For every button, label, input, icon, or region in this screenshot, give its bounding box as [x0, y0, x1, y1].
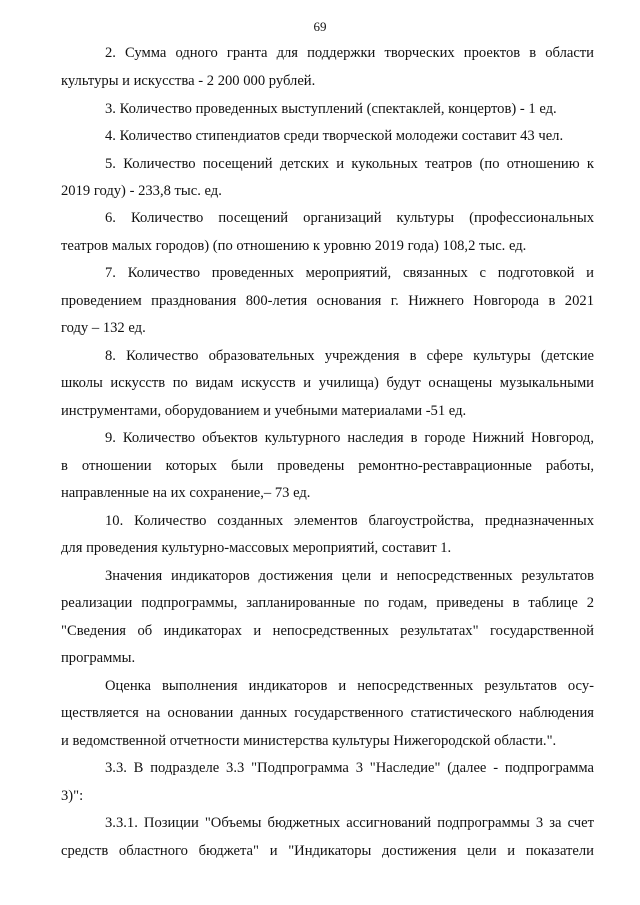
- text-line: проведением празднования 800-летия основания г. Нижнего Новгорода в 2021: [61, 293, 594, 309]
- text-line: инструментами, оборудованием и учебными материалами -51 ед.: [61, 403, 467, 419]
- text-line: Оценка выполнения индикаторов и непосредственных результатов осу-: [105, 678, 594, 694]
- text-line: в отношении которых были проведены ремонтно-реставрационные работы,: [61, 458, 594, 474]
- text-line: театров малых городов) (по отношению к уровню 2019 года) 108,2 тыс. ед.: [61, 238, 527, 254]
- text-line: 2019 году) - 233,8 тыс. ед.: [61, 183, 222, 199]
- text-line: программы.: [61, 650, 136, 666]
- text-line: 7. Количество проведенных мероприятий, связанных с подготовкой и: [105, 265, 594, 281]
- text-line: школы искусств по видам искусств и училища) будут оснащены музыкальными: [61, 375, 594, 391]
- text-line: 3.3. В подразделе 3.3 "Подпрограмма 3 "Наследие" (далее - подпрограмма: [105, 760, 594, 776]
- text-line: ществляется на основании данных государственного статистического наблюдения: [61, 705, 594, 721]
- text-line: 3)":: [61, 788, 84, 804]
- text-line: году – 132 ед.: [61, 320, 146, 336]
- text-line: реализации подпрограммы, запланированные по годам, приведены в таблице 2: [61, 595, 594, 611]
- text-line: для проведения культурно-массовых мероприятий, составит 1.: [61, 540, 452, 556]
- text-line: Значения индикаторов достижения цели и непосредственных результатов: [105, 568, 594, 584]
- text-line: 9. Количество объектов культурного наследия в городе Нижний Новгород,: [105, 430, 594, 446]
- text-line: 5. Количество посещений детских и кукольных театров (по отношению к: [105, 156, 594, 172]
- text-line: 4. Количество стипендиатов среди творческой молодежи составит 43 чел.: [105, 128, 564, 144]
- text-line: 10. Количество созданных элементов благоустройства, предназначенных: [105, 513, 594, 529]
- text-line: 3.3.1. Позиции "Объемы бюджетных ассигнований подпрограммы 3 за счет: [105, 815, 594, 831]
- text-line: средств областного бюджета" и "Индикаторы достижения цели и показатели: [61, 843, 594, 859]
- text-line: 2. Сумма одного гранта для поддержки творческих проектов в области: [105, 45, 594, 61]
- text-line: 8. Количество образовательных учреждения в сфере культуры (детские: [105, 348, 594, 364]
- page-number: 69: [313, 19, 327, 34]
- text-line: направленные на их сохранение,– 73 ед.: [61, 485, 311, 501]
- text-line: 6. Количество посещений организаций культуры (профессиональных: [105, 210, 594, 226]
- text-line: культуры и искусства - 2 200 000 рублей.: [61, 73, 316, 89]
- text-line: и ведомственной отчетности министерства культуры Нижегородской области.".: [61, 733, 557, 749]
- text-line: "Сведения об индикаторах и непосредственных результатах" государственной: [61, 623, 594, 639]
- text-line: 3. Количество проведенных выступлений (спектаклей, концертов) - 1 ед.: [105, 101, 557, 117]
